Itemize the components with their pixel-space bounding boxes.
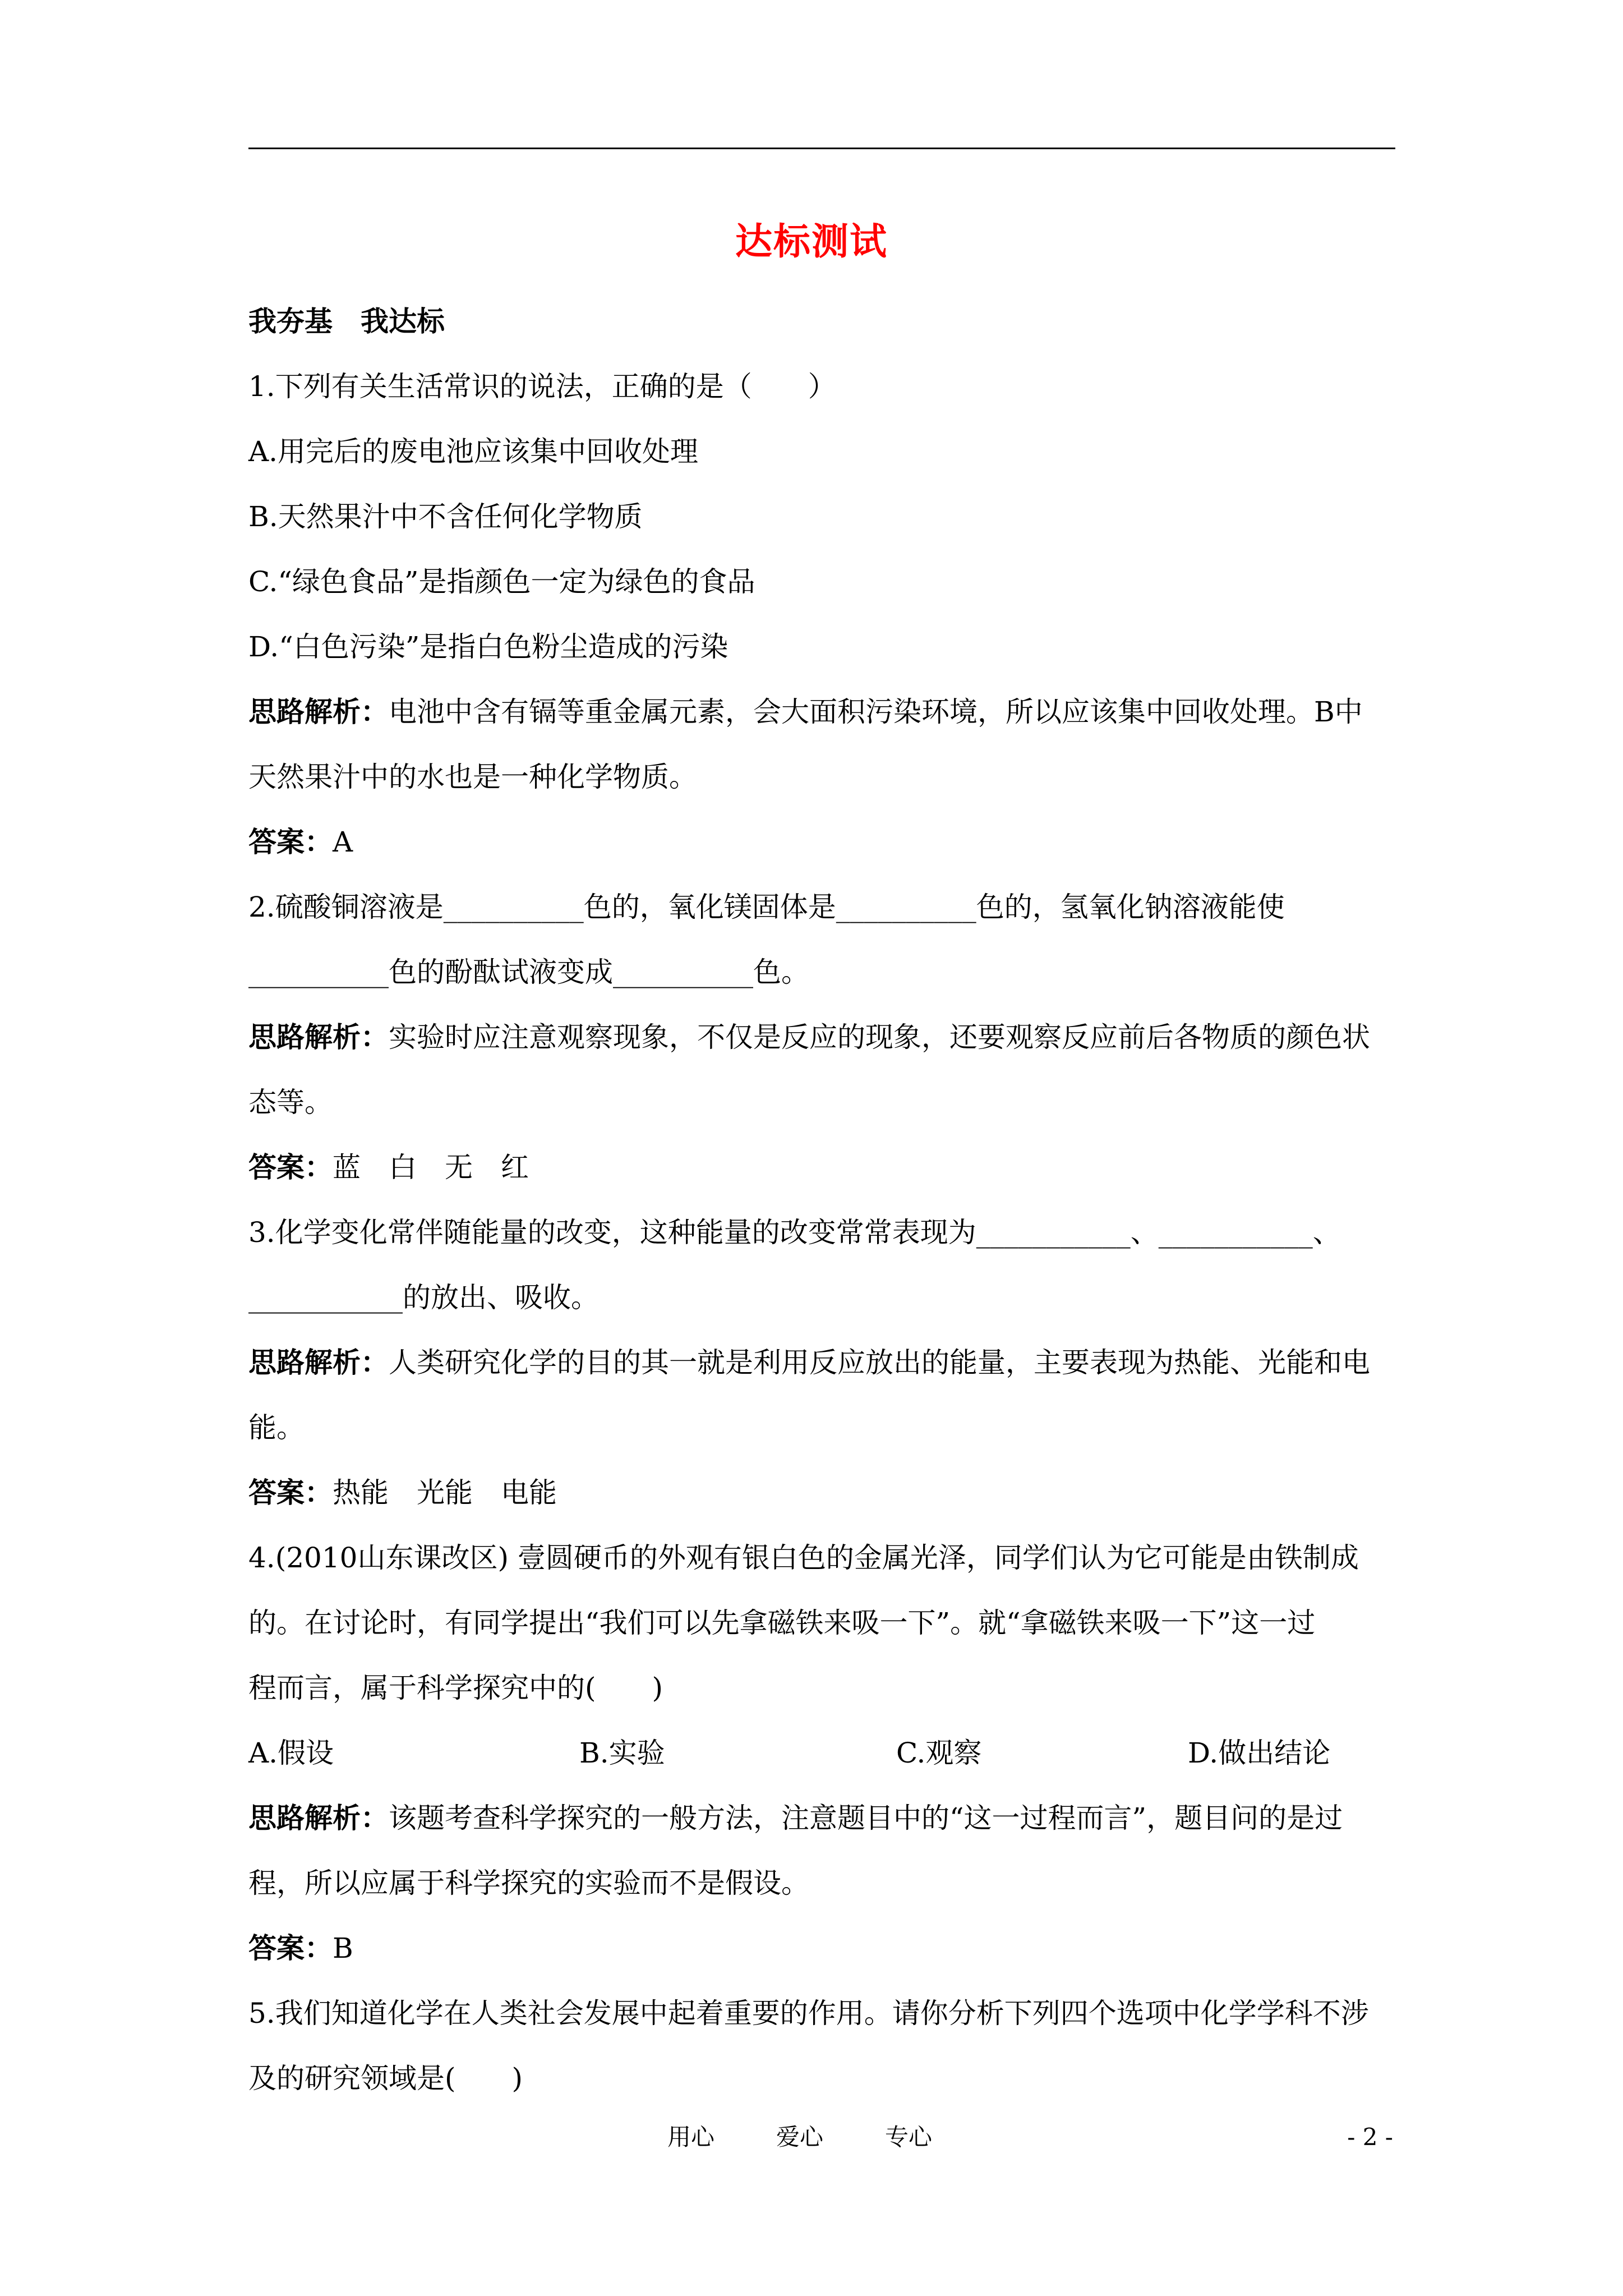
q2-analysis-text: 实验时应注意观察现象，不仅是反应的现象，还要观察反应前后各物质的颜色状: [389, 1021, 1370, 1053]
q4-answer: [248, 1916, 1395, 1981]
header-rule: [248, 148, 1395, 149]
analysis-label: 思路解析：: [248, 695, 389, 728]
q4-stem-cont: 的。在讨论时，有同学提出“我们可以先拿磁铁来吸一下”。就“拿磁铁来吸一下”这一过: [248, 1607, 1316, 1639]
q1-answer: [248, 809, 1395, 875]
q1-analysis-text: 电池中含有镉等重金属元素，会大面积污染环境，所以应该集中回收处理。B中: [389, 696, 1363, 728]
q4-option-c: C.观察: [896, 1737, 982, 1769]
footer-slogans: [667, 2118, 994, 2157]
answer-label: 答案：: [248, 825, 333, 858]
q2-answer-text: 蓝 白 无 红: [333, 1151, 529, 1184]
q4-analysis-cont: 程，所以应属于科学探究的实验而不是假设。: [248, 1867, 809, 1899]
footer-slogan: 专心: [885, 2123, 933, 2151]
q3-answer-text: 热能 光能 电能: [333, 1476, 557, 1509]
q5-stem: 5.我们知道化学在人类社会发展中起着重要的作用。请你分析下列四个选项中化学学科不涉: [248, 1997, 1369, 2030]
q4-stem-cont-2: 程而言，属于科学探究中的( ): [248, 1672, 663, 1704]
q3-stem-cont: ___________的放出、吸收。: [248, 1281, 599, 1314]
page-number: - 2 -: [1347, 2123, 1393, 2151]
q2-answer: [248, 1135, 1395, 1200]
q1-stem: 1.下列有关生活常识的说法，正确的是（ ）: [248, 370, 836, 403]
footer-slogan: 用心: [667, 2123, 715, 2151]
footer-slogan: 爱心: [776, 2123, 824, 2151]
analysis-label: 思路解析：: [248, 1020, 389, 1053]
q3-analysis: [248, 1330, 1395, 1395]
q1-analysis: [248, 679, 1395, 744]
page-footer: [0, 2118, 1623, 2157]
section-heading: 我夯基 我达标: [248, 305, 445, 338]
q4-option-a: A.假设: [248, 1737, 334, 1769]
q4-stem: 4.(2010山东课改区) 壹圆硬币的外观有银白色的金属光泽，同学们认为它可能是由铁制成: [248, 1542, 1359, 1574]
analysis-label: 思路解析：: [248, 1346, 389, 1379]
q4-options: [248, 1720, 1395, 1786]
q1-option-b: B.天然果汁中不含任何化学物质: [248, 500, 643, 533]
q4-option-b: B.实验: [579, 1737, 665, 1769]
q3-analysis-cont: 能。: [248, 1411, 305, 1444]
page-title: 达标测试: [735, 219, 888, 263]
q3-analysis-text: 人类研究化学的目的其一就是利用反应放出的能量，主要表现为热能、光能和电: [389, 1346, 1370, 1379]
answer-label: 答案：: [248, 1931, 333, 1964]
q4-option-d: D.做出结论: [1188, 1737, 1331, 1769]
q4-analysis-text: 该题考查科学探究的一般方法，注意题目中的“这一过程而言”，题目问的是过: [389, 1802, 1343, 1834]
q1-analysis-cont: 天然果汁中的水也是一种化学物质。: [248, 761, 697, 793]
q2-analysis-cont: 态等。: [248, 1086, 333, 1119]
analysis-label: 思路解析：: [248, 1801, 389, 1834]
q3-answer: [248, 1460, 1395, 1525]
q4-answer-text: B: [333, 1932, 353, 1964]
q3-stem: 3.化学变化常伴随能量的改变，这种能量的改变常常表现为___________、___________、: [248, 1216, 1341, 1249]
q1-option-a: A.用完后的废电池应该集中回收处理: [248, 435, 699, 468]
q2-stem: 2.硫酸铜溶液是__________色的，氧化镁固体是__________色的，氢氧化钠溶液能使: [248, 891, 1285, 923]
answer-label: 答案：: [248, 1151, 333, 1184]
q1-answer-text: A: [333, 826, 353, 858]
q5-stem-cont: 及的研究领域是( ): [248, 2062, 523, 2095]
document-body: [248, 289, 1395, 2111]
q2-stem-cont: __________色的酚酞试液变成__________色。: [248, 956, 809, 988]
q1-option-c: C.“绿色食品”是指颜色一定为绿色的食品: [248, 565, 755, 598]
q4-analysis: [248, 1786, 1395, 1851]
q1-option-d: D.“白色污染”是指白色粉尘造成的污染: [248, 631, 728, 663]
answer-label: 答案：: [248, 1476, 333, 1509]
q2-analysis: [248, 1005, 1395, 1070]
